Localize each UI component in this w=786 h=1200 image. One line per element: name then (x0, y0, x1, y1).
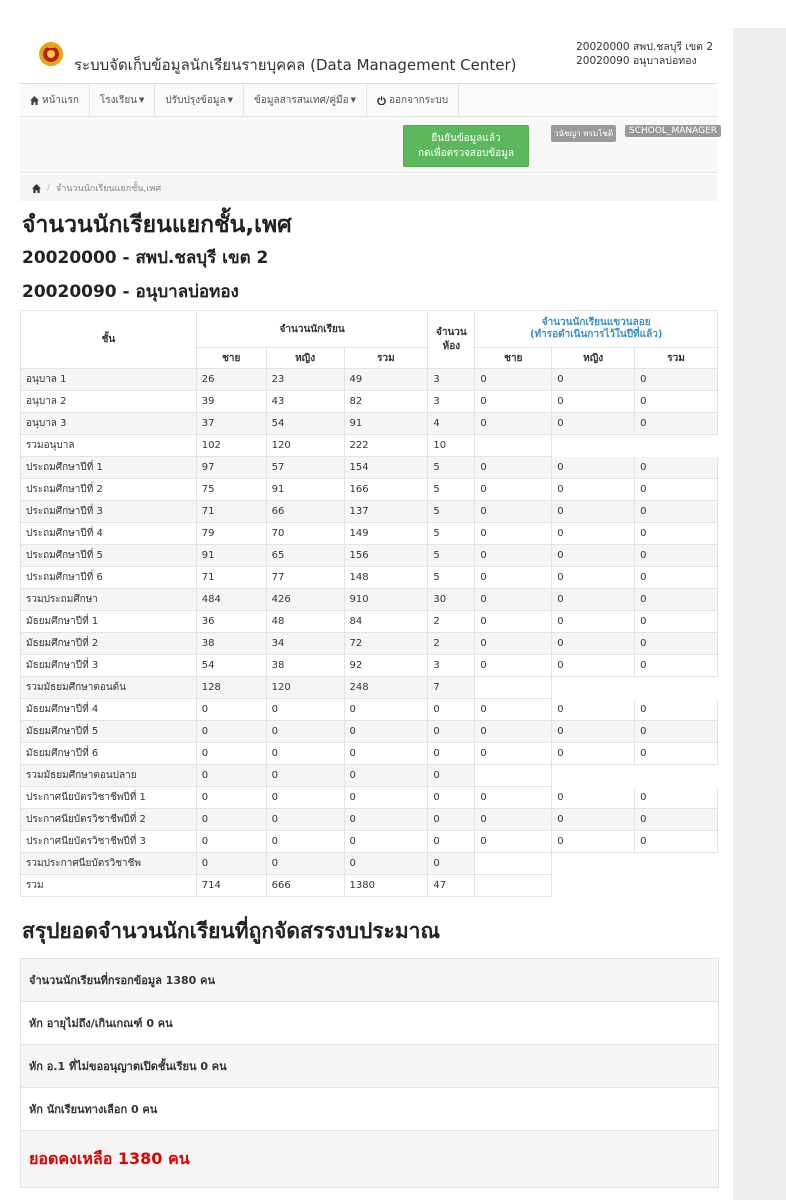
header-students: จำนวนนักเรียน (196, 311, 428, 348)
cell-floating-total: 0 (635, 479, 718, 501)
cell-floating-male: 0 (475, 501, 552, 523)
cell-grade: ประถมศึกษาปีที่ 6 (21, 567, 197, 589)
cell-female: 0 (266, 743, 344, 765)
cell-grade: มัธยมศึกษาปีที่ 5 (21, 721, 197, 743)
cell-grade: อนุบาล 3 (21, 413, 197, 435)
header-grade: ชั้น (21, 311, 197, 369)
header-rooms: จำนวนห้อง (428, 311, 475, 369)
cell-floating-female: 0 (552, 479, 635, 501)
header-floating (475, 311, 718, 348)
table-row (21, 457, 718, 479)
cell-male: 0 (196, 721, 266, 743)
header-total: รวม (344, 348, 428, 369)
table-body (21, 369, 718, 897)
main-nav (20, 84, 717, 117)
nav-school[interactable] (90, 84, 156, 116)
cell-floating-male: 0 (475, 699, 552, 721)
cell-male: 91 (196, 545, 266, 567)
cell-floating-total: 0 (635, 567, 718, 589)
cell-total: 82 (344, 391, 428, 413)
cell-floating-total (635, 435, 718, 457)
cell-female: 426 (266, 589, 344, 611)
power-icon (377, 96, 386, 105)
cell-floating-total: 0 (635, 633, 718, 655)
user-area: 20020000 สพป.ชลบุรี เขต 2 (576, 41, 713, 53)
summary-remaining: ยอดคงเหลือ 1380 คน (21, 1131, 718, 1187)
caret-down-icon: ▼ (350, 96, 357, 104)
cell-male: 714 (196, 875, 266, 897)
table-row (21, 765, 718, 787)
cell-floating-female: 0 (552, 589, 635, 611)
cell-female: 0 (266, 809, 344, 831)
cell-total: 910 (344, 589, 428, 611)
cell-female: 120 (266, 435, 344, 457)
table-row (21, 699, 718, 721)
right-margin (733, 28, 786, 1200)
cell-grade: มัธยมศึกษาปีที่ 4 (21, 699, 197, 721)
cell-grade: อนุบาล 2 (21, 391, 197, 413)
cell-female: 34 (266, 633, 344, 655)
cell-male: 71 (196, 567, 266, 589)
cell-total: 0 (344, 787, 428, 809)
cell-male: 36 (196, 611, 266, 633)
cell-rooms: 5 (428, 523, 475, 545)
cell-grade: มัธยมศึกษาปีที่ 2 (21, 633, 197, 655)
cell-female: 0 (266, 831, 344, 853)
cell-total: 222 (344, 435, 428, 457)
cell-floating-total (635, 765, 718, 787)
header-male: ชาย (196, 348, 266, 369)
cell-grade: ประถมศึกษาปีที่ 4 (21, 523, 197, 545)
cell-floating-female: 0 (552, 809, 635, 831)
table-row (21, 677, 718, 699)
nav-update-label: ปรับปรุงข้อมูล (165, 94, 226, 106)
app-title[interactable]: ระบบจัดเก็บข้อมูลนักเรียนรายบุคคล (Data Management Center) (74, 56, 517, 74)
area-heading: 20020000 - สพป.ชลบุรี เขต 2 (22, 248, 269, 268)
confirm-data-button[interactable] (403, 125, 529, 167)
cell-floating-female: 0 (552, 655, 635, 677)
cell-female: 0 (266, 787, 344, 809)
status-bar (20, 117, 717, 173)
cell-rooms: 30 (428, 589, 475, 611)
cell-rooms: 0 (428, 853, 475, 875)
cell-male: 0 (196, 809, 266, 831)
header-floating-line2: (ทำรอดำเนินการไว้ในปีที่แล้ว) (529, 329, 663, 340)
table-row (21, 435, 718, 457)
cell-female: 91 (266, 479, 344, 501)
cell-male: 0 (196, 853, 266, 875)
cell-rooms: 47 (428, 875, 475, 897)
cell-floating-male: 0 (475, 787, 552, 809)
table-row (21, 611, 718, 633)
cell-male: 26 (196, 369, 266, 391)
student-count-table (20, 310, 718, 897)
cell-rooms: 0 (428, 765, 475, 787)
summary-deduct-alt: หัก นักเรียนทางเลือก 0 คน (21, 1088, 718, 1131)
cell-floating-total: 0 (635, 391, 718, 413)
cell-total: 0 (344, 809, 428, 831)
cell-floating-total: 0 (635, 501, 718, 523)
cell-male: 0 (196, 831, 266, 853)
breadcrumb (20, 175, 717, 201)
cell-grade: รวมมัธยมศึกษาตอนปลาย (21, 765, 197, 787)
cell-grade: ประกาศนียบัตรวิชาชีพปีที่ 2 (21, 809, 197, 831)
cell-floating-male: 0 (475, 369, 552, 391)
cell-floating-male (475, 853, 552, 875)
header-floating-total: รวม (635, 348, 718, 369)
cell-male: 128 (196, 677, 266, 699)
cell-floating-female: 0 (552, 721, 635, 743)
cell-floating-female: 0 (552, 545, 635, 567)
cell-female: 57 (266, 457, 344, 479)
cell-floating-female (552, 765, 635, 787)
cell-male: 79 (196, 523, 266, 545)
cell-total: 149 (344, 523, 428, 545)
cell-floating-total: 0 (635, 699, 718, 721)
caret-down-icon: ▼ (139, 96, 145, 104)
cell-rooms: 2 (428, 611, 475, 633)
cell-rooms: 0 (428, 831, 475, 853)
cell-total: 137 (344, 501, 428, 523)
cell-floating-female (552, 677, 635, 699)
cell-floating-total: 0 (635, 457, 718, 479)
cell-male: 71 (196, 501, 266, 523)
nav-logout[interactable] (367, 84, 459, 116)
cell-male: 39 (196, 391, 266, 413)
cell-floating-male: 0 (475, 523, 552, 545)
user-info (576, 40, 713, 68)
cell-female: 43 (266, 391, 344, 413)
cell-floating-female (552, 853, 635, 875)
cell-total: 0 (344, 853, 428, 875)
header-floating-line1: จำนวนนักเรียนแขวนลอย (541, 317, 651, 328)
cell-floating-male (475, 677, 552, 699)
breadcrumb-separator: / (47, 183, 51, 193)
cell-grade: ประถมศึกษาปีที่ 3 (21, 501, 197, 523)
summary-deduct-age: หัก อายุไม่ถึง/เกินเกณฑ์ 0 คน (21, 1002, 718, 1045)
cell-rooms: 3 (428, 369, 475, 391)
page-title: จำนวนนักเรียนแยกชั้น,เพศ (22, 212, 292, 238)
cell-floating-male (475, 875, 552, 897)
cell-floating-female: 0 (552, 611, 635, 633)
cell-rooms: 3 (428, 391, 475, 413)
table-row (21, 721, 718, 743)
cell-floating-total (635, 875, 718, 897)
table-row (21, 853, 718, 875)
cell-female: 0 (266, 699, 344, 721)
cell-total: 1380 (344, 875, 428, 897)
cell-floating-male: 0 (475, 413, 552, 435)
cell-female: 38 (266, 655, 344, 677)
cell-rooms: 0 (428, 721, 475, 743)
cell-floating-male: 0 (475, 479, 552, 501)
cell-floating-female (552, 435, 635, 457)
nav-info[interactable] (244, 84, 367, 116)
cell-floating-female: 0 (552, 699, 635, 721)
cell-floating-male: 0 (475, 611, 552, 633)
cell-female: 666 (266, 875, 344, 897)
cell-grade: รวมประกาศนียบัตรวิชาชีพ (21, 853, 197, 875)
cell-total: 0 (344, 831, 428, 853)
cell-female: 70 (266, 523, 344, 545)
breadcrumb-current: จำนวนนักเรียนแยกชั้น,เพศ (56, 184, 162, 194)
cell-floating-female: 0 (552, 501, 635, 523)
table-row (21, 787, 718, 809)
table-row (21, 831, 718, 853)
cell-rooms: 5 (428, 457, 475, 479)
cell-total: 72 (344, 633, 428, 655)
cell-grade: มัธยมศึกษาปีที่ 3 (21, 655, 197, 677)
cell-floating-total: 0 (635, 523, 718, 545)
page-container (20, 28, 717, 1188)
cell-grade: อนุบาล 1 (21, 369, 197, 391)
confirm-line2: กดเพื่อตรวจสอบข้อมูล (418, 148, 514, 159)
cell-total: 91 (344, 413, 428, 435)
cell-rooms: 3 (428, 655, 475, 677)
table-row (21, 567, 718, 589)
cell-rooms: 7 (428, 677, 475, 699)
cell-floating-female: 0 (552, 633, 635, 655)
cell-floating-total: 0 (635, 611, 718, 633)
cell-floating-total: 0 (635, 369, 718, 391)
cell-grade: ประกาศนียบัตรวิชาชีพปีที่ 3 (21, 831, 197, 853)
cell-floating-female (552, 875, 635, 897)
cell-male: 75 (196, 479, 266, 501)
cell-male: 102 (196, 435, 266, 457)
table-row (21, 633, 718, 655)
cell-male: 54 (196, 655, 266, 677)
cell-floating-male: 0 (475, 831, 552, 853)
table-row (21, 743, 718, 765)
cell-floating-total: 0 (635, 655, 718, 677)
cell-total: 156 (344, 545, 428, 567)
cell-male: 0 (196, 765, 266, 787)
table-row (21, 809, 718, 831)
nav-home[interactable] (20, 84, 90, 116)
cell-floating-female: 0 (552, 391, 635, 413)
cell-floating-male: 0 (475, 655, 552, 677)
cell-female: 0 (266, 721, 344, 743)
header-floating-female: หญิง (552, 348, 635, 369)
cell-grade: มัธยมศึกษาปีที่ 1 (21, 611, 197, 633)
caret-down-icon: ▼ (227, 96, 234, 104)
cell-female: 65 (266, 545, 344, 567)
cell-male: 38 (196, 633, 266, 655)
cell-floating-male (475, 765, 552, 787)
cell-male: 0 (196, 743, 266, 765)
cell-floating-total (635, 677, 718, 699)
cell-floating-total (635, 853, 718, 875)
home-icon (30, 96, 39, 105)
cell-total: 0 (344, 699, 428, 721)
table-row (21, 589, 718, 611)
cell-floating-male: 0 (475, 633, 552, 655)
summary-deduct-permit: หัก อ.1 ที่ไม่ขออนุญาตเปิดชั้นเรียน 0 คน (21, 1045, 718, 1088)
cell-floating-male: 0 (475, 721, 552, 743)
cell-floating-total: 0 (635, 721, 718, 743)
cell-floating-total: 0 (635, 413, 718, 435)
summary-panel (20, 958, 719, 1188)
cell-floating-male: 0 (475, 589, 552, 611)
nav-logout-label: ออกจากระบบ (389, 94, 449, 106)
cell-floating-female: 0 (552, 413, 635, 435)
cell-female: 66 (266, 501, 344, 523)
cell-floating-total: 0 (635, 545, 718, 567)
cell-total: 0 (344, 743, 428, 765)
cell-female: 120 (266, 677, 344, 699)
school-logo-icon[interactable] (36, 38, 66, 68)
table-row (21, 391, 718, 413)
cell-rooms: 0 (428, 809, 475, 831)
cell-rooms: 4 (428, 413, 475, 435)
table-row (21, 369, 718, 391)
cell-floating-total: 0 (635, 589, 718, 611)
table-row (21, 479, 718, 501)
cell-female: 77 (266, 567, 344, 589)
user-name-badge: วนัชญา พรมโชติ (551, 125, 616, 142)
cell-rooms: 5 (428, 479, 475, 501)
cell-floating-female: 0 (552, 457, 635, 479)
cell-total: 0 (344, 721, 428, 743)
cell-floating-total: 0 (635, 787, 718, 809)
cell-total: 148 (344, 567, 428, 589)
summary-entered: จำนวนนักเรียนที่กรอกข้อมูล 1380 คน (21, 959, 718, 1002)
cell-floating-male: 0 (475, 457, 552, 479)
nav-info-label: ข้อมูลสารสนเทศ/คู่มือ (254, 94, 349, 106)
cell-total: 166 (344, 479, 428, 501)
cell-grade: ประถมศึกษาปีที่ 2 (21, 479, 197, 501)
role-badge: SCHOOL_MANAGER (625, 125, 721, 137)
table-row (21, 413, 718, 435)
cell-total: 84 (344, 611, 428, 633)
cell-floating-female: 0 (552, 831, 635, 853)
cell-total: 154 (344, 457, 428, 479)
cell-female: 54 (266, 413, 344, 435)
cell-rooms: 0 (428, 787, 475, 809)
cell-female: 0 (266, 765, 344, 787)
cell-floating-male: 0 (475, 743, 552, 765)
cell-male: 0 (196, 699, 266, 721)
table-row (21, 875, 718, 897)
cell-rooms: 10 (428, 435, 475, 457)
table-row (21, 655, 718, 677)
cell-floating-male: 0 (475, 567, 552, 589)
user-school: 20020090 อนุบาลบ่อทอง (576, 55, 697, 67)
cell-male: 484 (196, 589, 266, 611)
cell-floating-female: 0 (552, 369, 635, 391)
nav-school-label: โรงเรียน (99, 94, 138, 106)
header-female: หญิง (266, 348, 344, 369)
home-icon[interactable] (32, 184, 41, 193)
cell-grade: ประถมศึกษาปีที่ 5 (21, 545, 197, 567)
cell-floating-female: 0 (552, 787, 635, 809)
cell-floating-female: 0 (552, 567, 635, 589)
cell-male: 37 (196, 413, 266, 435)
cell-rooms: 5 (428, 567, 475, 589)
cell-grade: รวมประถมศึกษา (21, 589, 197, 611)
header (20, 28, 717, 84)
cell-rooms: 5 (428, 501, 475, 523)
cell-grade: ประถมศึกษาปีที่ 1 (21, 457, 197, 479)
cell-floating-male: 0 (475, 809, 552, 831)
cell-floating-female: 0 (552, 743, 635, 765)
cell-female: 48 (266, 611, 344, 633)
confirm-line1: ยืนยันข้อมูลแล้ว (431, 133, 501, 144)
school-heading: 20020090 - อนุบาลบ่อทอง (22, 282, 239, 302)
cell-floating-male: 0 (475, 391, 552, 413)
cell-total: 92 (344, 655, 428, 677)
cell-grade: มัธยมศึกษาปีที่ 6 (21, 743, 197, 765)
cell-floating-female: 0 (552, 523, 635, 545)
table-row (21, 545, 718, 567)
cell-floating-male: 0 (475, 545, 552, 567)
cell-grade: รวม (21, 875, 197, 897)
cell-female: 0 (266, 853, 344, 875)
cell-total: 248 (344, 677, 428, 699)
cell-floating-total: 0 (635, 831, 718, 853)
cell-grade: ประกาศนียบัตรวิชาชีพปีที่ 1 (21, 787, 197, 809)
cell-rooms: 0 (428, 743, 475, 765)
cell-rooms: 0 (428, 699, 475, 721)
header-floating-male: ชาย (475, 348, 552, 369)
cell-floating-male (475, 435, 552, 457)
cell-total: 49 (344, 369, 428, 391)
nav-home-label: หน้าแรก (42, 94, 79, 106)
nav-update[interactable] (155, 84, 244, 116)
cell-rooms: 2 (428, 633, 475, 655)
cell-male: 0 (196, 787, 266, 809)
cell-grade: รวมมัธยมศึกษาตอนต้น (21, 677, 197, 699)
summary-title: สรุปยอดจำนวนนักเรียนที่ถูกจัดสรรงบประมาณ (22, 919, 440, 943)
cell-floating-total: 0 (635, 809, 718, 831)
cell-grade: รวมอนุบาล (21, 435, 197, 457)
cell-female: 23 (266, 369, 344, 391)
cell-male: 97 (196, 457, 266, 479)
table-row (21, 501, 718, 523)
table-row (21, 523, 718, 545)
cell-total: 0 (344, 765, 428, 787)
cell-floating-total: 0 (635, 743, 718, 765)
cell-rooms: 5 (428, 545, 475, 567)
